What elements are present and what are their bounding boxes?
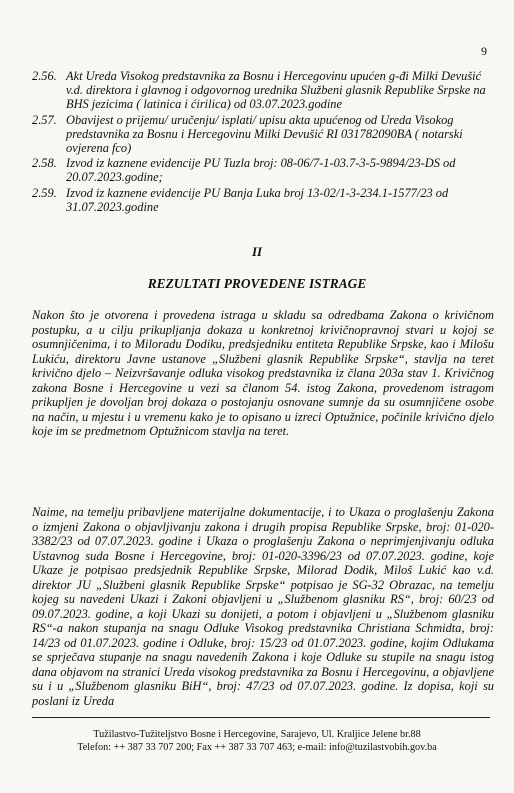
paragraph-documentation: Naime, na temelju pribavljene materijalne dokumentacije, i to Ukaza o proglašenju Zakona o izmjeni Zakona o objavljivanju zakona i drugih propisa Republike Srpske, broj: 01-020-3382/23 od 07.07.2023. godine i Ukaza o proglašenju Zakona o neprimjenjivanju odluka Ustavnog suda Bosne i Hercegovine, broj: 01-020-3396/23 od 07.07.2023. godine, koje Ukaze je potpisao predsjednik Republike Srpske, Milorad Dodik, Miloš Lukić kao v.d. direktor JU „Službeni glasnik Republike Srpske“ potpisao je SG-32 Obrazac, na temelju kojeg su navedeni Ukazi i Zakoni objavljeni u „Službenom glasniku RS“, broj: 60/23 od 09.07.2023. godine, a koji Ukazi su donijeti, a potom i objavljeni u „Službenom glasniku RS“-a nakon stupanja na snagu Odluke Visokog predstavnika Christiana Schmidta, broj: 14/23 od 01.07.2023. godine i Odluke, broj: 15/23 od 01.07.2023. godine, kojim Odlukama se sprječava stupanje na snagu navedenih Zakona i koje Odluke su stupile na snagu istog dana objavom na stranici Ureda visokog predstavnika za Bosnu i Hercegovinu, a objavljene su i u „Službenom glasniku BiH“, broj: 47/23 od 07.07.2023. godine. Iz dopisa, koji su poslani iz Ureda: [32, 505, 494, 708]
list-item: [32, 69, 494, 112]
section-number: II: [251, 244, 263, 259]
item-text: Izvod iz kaznene evidencije PU Banja Luka broj 13-02/1-3-234.1-1577/23 od 31.07.2023.godine: [66, 185, 449, 214]
list-item: [32, 156, 494, 184]
footer-divider: [32, 717, 490, 718]
item-number: 2.57.: [32, 112, 57, 127]
item-text: Izvod iz kaznene evidencije PU Tuzla broj: 08-06/7-1-03.7-3-5-9894/23-DS od 20.07.2023.godine;: [66, 156, 456, 185]
list-item: [32, 186, 494, 214]
item-number: 2.59.: [32, 185, 57, 200]
paragraph-investigation-results: Nakon što je otvorena i provedena istraga u skladu sa odredbama Zakona o krivičnom postupku, a u cilju prikupljanja dokaza u konkretnoj krivičnopravnoj stvari u kojoj se osumnjičenima, i to Miloradu Dodiku, predsjedniku entiteta Republike Srpske, kao i Milošu Lukiću, direktoru Javne ustanove „Službeni glasnik Republike Srpske“, stavlja na teret krivično djelo – Neizvršavanje odluka visokog predstavnika iz člana 203a stav 1. Krivičnog zakona Bosne i Hercegovine u vezi sa članom 54. istog Zakona, provedenom istragom prikupljen je dovoljan broj dokaza o postojanju osnovane sumnje da su osumnjičene osobe na način, u mjestu i u vremenu kako je to opisano u izreci Optužnice, počinile krivično djelo koje im se predmetnom Optužnicom stavlja na teret.: [32, 308, 494, 438]
list-item: [32, 113, 494, 156]
evidence-list: [32, 69, 494, 215]
footer-address: Tužilastvo-Tužiteljstvo Bosne i Hercegovine, Sarajevo, Ul. Kraljice Jelene br.88: [93, 729, 421, 740]
section-title: REZULTATI PROVEDENE ISTRAGE: [147, 276, 367, 291]
item-number: 2.56.: [32, 69, 57, 83]
item-text: Akt Ureda Visokog predstavnika za Bosnu i Hercegovinu upućen g-đi Milki Devušić v.d. direktora i glavnog i odgovornog urednika Službeni glasnik Republike Srpske na BHS jezicima ( latinica i ćirilica) od 03.07.2023.godine: [66, 69, 486, 112]
item-text: Obavijest o prijemu/ uručenju/ isplati/ upisu akta upućenog od Ureda Visokog predstavnika za Bosnu i Hercegovinu Milki Devušić RI 031782090BA ( notarski ovjerena fco): [66, 112, 463, 156]
page-number: 9: [481, 44, 487, 58]
footer-contact: Telefon: ++ 387 33 707 200; Fax ++ 387 33 707 463; e-mail: info@tuzilastvobih.gov.ba: [77, 742, 437, 753]
item-number: 2.58.: [32, 156, 57, 171]
